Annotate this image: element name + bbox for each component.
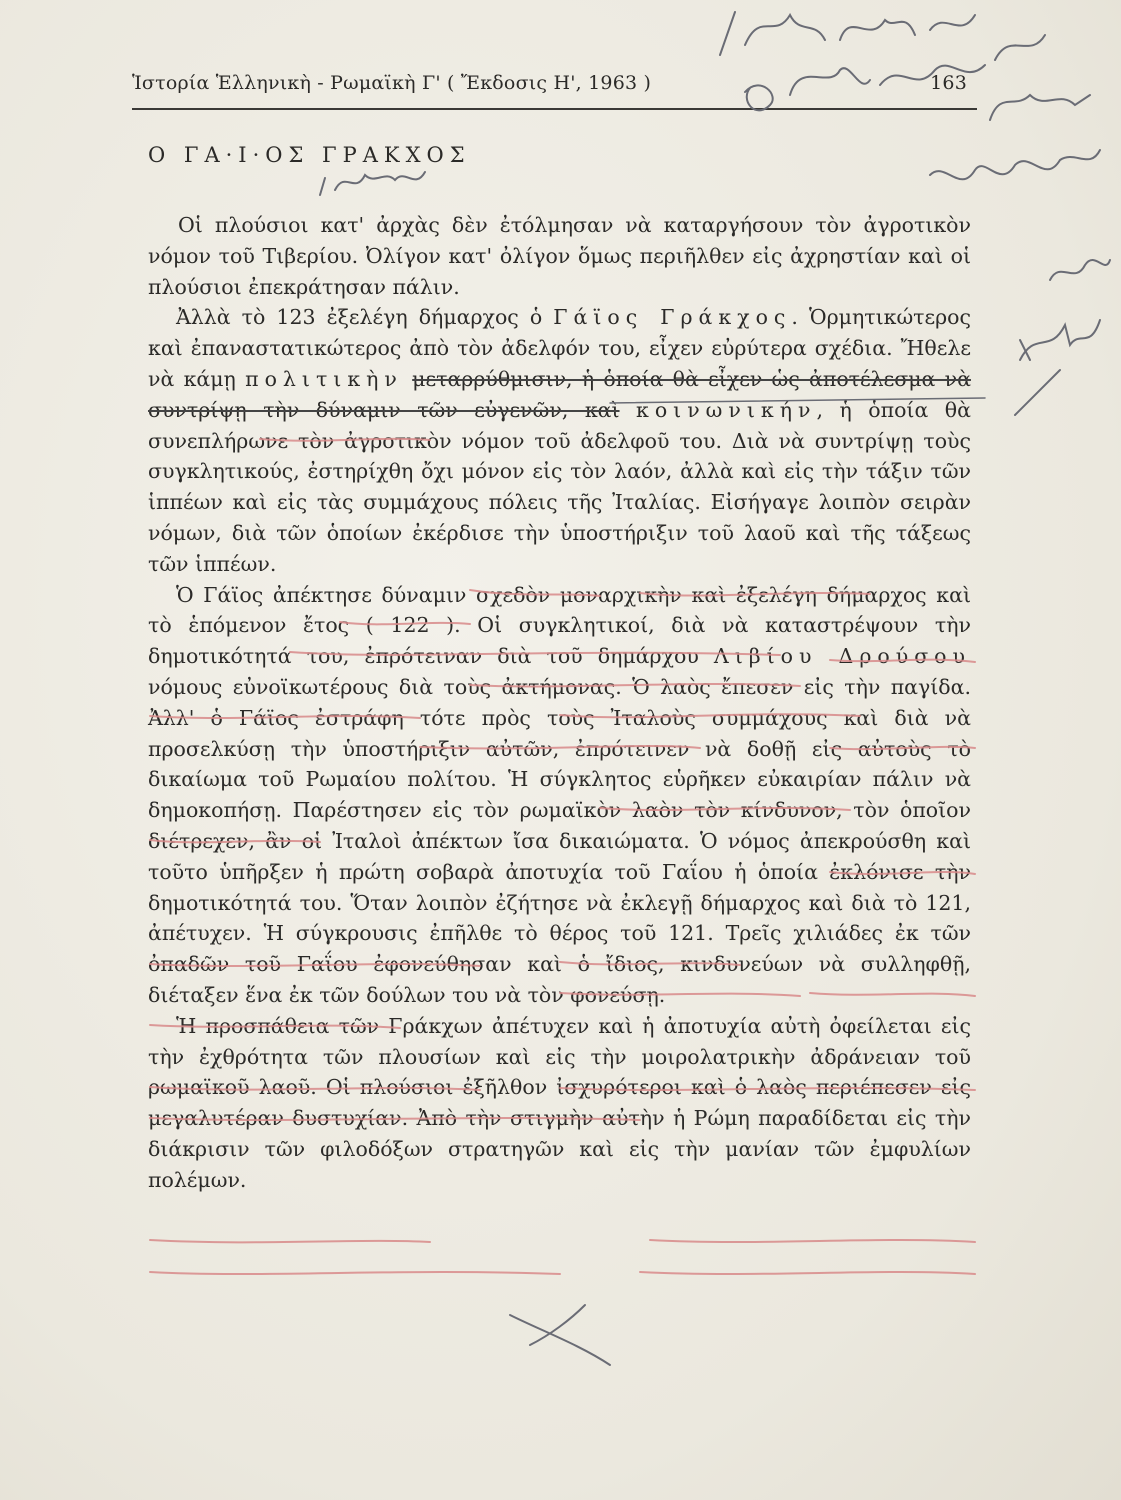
p2-text-d: , ἡ ὁποία θὰ συνεπλήρωνε τὸν ἀγροτικὸν νόμον τοῦ ἀδελφοῦ του. Διὰ νὰ συντρίψῃ τοὺς συγκλητικούς, ἐστηρίχθη ὄχι μόνον εἰς τὸν λαόν, ἀλλὰ καὶ εἰς τὴν τάξιν τῶν ἱππέων καὶ εἰς τὰς συμμάχους πόλεις τῆς Ἰταλίας. Εἰσήγαγε λοιπὸν σειρὰν νόμων, διὰ τῶν ὁποίων ἐκέρδισε τὴν ὑποστήριξιν τοῦ λαοῦ καὶ τῆς τάξεως τῶν ἱππέων. (148, 397, 971, 576)
header-rule (132, 108, 977, 110)
page-number: 163 (930, 72, 967, 94)
paragraph-3 (148, 580, 971, 1011)
p2-text-c: μεταρρύθμισιν, ἡ ὁποία θὰ εἶχεν ὡς ἀποτέλεσμα νὰ συντρίψῃ τὴν δύναμιν τῶν εὐγενῶν, καὶ (148, 366, 971, 422)
p3-text-b: νόμους εὐνοϊκωτέρους διὰ τοὺς ἀκτήμονας. Ὁ λαὸς ἔπεσεν εἰς τὴν παγίδα. Ἀλλ' ὁ Γάϊος ἐστράφη τότε πρὸς τοὺς Ἰταλοὺς συμμάχους καὶ διὰ νὰ προσελκύσῃ τὴν ὑποστήριξιν αὐτῶν, ἐπρότεινεν νὰ δοθῇ εἰς αὐτοὺς τὸ δικαίωμα τοῦ Ρωμαίου πολίτου. Ἡ σύγκλητος εὑρῆκεν εὐκαιρίαν πάλιν νὰ δημοκοπήσῃ. Παρέστησεν εἰς τὸν ρωμαϊκὸν λαὸν τὸν κίνδυνον, τὸν ὁποῖον διέτρεχεν, ἂν οἱ Ἰταλοὶ ἀπέκτων ἴσα δικαιώματα. Ὁ νόμος ἀπεκρούσθη καὶ τοῦτο ὑπῆρξεν ἡ πρώτη σοβαρὰ ἀποτυχία τοῦ Γαΐου ἡ ὁποία ἐκλόνισε τὴν δημοτικότητά του. Ὅταν λοιπὸν ἐζήτησε νὰ ἐκλεγῇ δήμαρχος καὶ διὰ τὸ 121, ἀπέτυχεν. Ἡ σύγκρουσις ἐπῆλθε τὸ θέρος τοῦ 121. Τρεῖς χιλιάδες ἐκ τῶν ὀπαδῶν τοῦ Γαΐου ἐφονεύθησαν καὶ ὁ ἴδιος, κινδυνεύων νὰ συλληφθῇ, διέταξεν ἕνα ἐκ τῶν δούλων του νὰ τὸν φονεύσῃ. (148, 674, 971, 1007)
p3-name: Λιβίου Δρούσου (713, 644, 971, 669)
p1-text: Οἱ πλούσιοι κατ' ἀρχὰς δὲν ἐτόλμησαν νὰ καταργήσουν τὸν ἀγροτικὸν νόμον τοῦ Τιβερίου. Ὀλίγον κατ' ὀλίγον ὅμως περιῆλθεν εἰς ἀχρηστίαν καὶ οἱ πλούσιοι ἐπεκράτησαν πάλιν. (148, 213, 971, 299)
red-underline-16 (150, 1240, 975, 1242)
paragraph-2 (148, 302, 971, 579)
pen-scribble-title (320, 172, 425, 195)
p2-text-b: . Ὁρμητικώτερος καὶ ἐπαναστατικώτερος ἀπὸ τὸν ἀδελφόν του, εἶχεν εὐρύτερα σχέδια. Ἤθελε νὰ κάμῃ (148, 305, 971, 391)
p4-text: Ἡ προσπάθεια τῶν Γράκχων ἀπέτυχεν καὶ ἡ ἀποτυχία αὐτὴ ὀφείλεται εἰς τὴν ἐχθρότητα τῶν πλουσίων καὶ εἰς τὴν μοιρολατρικὴν ἀδράνειαν τοῦ ρωμαϊκοῦ λαοῦ. Οἱ πλούσιοι ἐξῆλθον ἰσχυρότεροι καὶ ὁ λαὸς περιέπεσεν εἰς μεγαλυτέραν δυστυχίαν. Ἀπὸ τὴν στιγμὴν αὐτὴν ἡ Ρώμη παραδίδεται εἰς τὴν διάκρισιν τῶν φιλοδόξων στρατηγῶν καὶ εἰς τὴν μανίαν τῶν ἐμφυλίων πολέμων. (148, 1013, 971, 1192)
body-text (148, 210, 971, 1196)
pen-scribble-right-1 (930, 150, 1100, 179)
red-underline-17 (150, 1272, 975, 1274)
pen-scribble-top-3 (990, 95, 1090, 120)
p3-text-a: Ὁ Γάϊος ἀπέκτησε δύναμιν σχεδὸν μοναρχικὴν καὶ ἐξελέγη δήμαρχος καὶ τὸ ἑπόμενον ἔτος ( 122 ). Οἱ συγκλητικοί, διὰ νὰ καταστρέψουν τὴν δημοτικότητά του, ἐπρότειναν διὰ τοῦ δημάρχου (148, 582, 971, 669)
running-header (132, 72, 977, 94)
running-title: Ἱστορία Ἑλληνικὴ - Ρωμαϊκὴ Γ' ( Ἔκδοσις Η', 1963 ) (132, 72, 652, 94)
p2-koinoniki: κοινωνικήν (636, 397, 817, 422)
paragraph-1 (148, 210, 971, 302)
p2-name: Γάϊος Γράκχος (553, 305, 792, 330)
pen-scribble-right-2 (1050, 260, 1110, 280)
pen-mark-right-4 (1015, 340, 1060, 415)
pen-scribble-top-1 (720, 12, 975, 55)
pen-mark-right-3 (1020, 320, 1100, 360)
chapter-title: Ο ΓΑ·Ι·ΟΣ ΓΡΑΚΧΟΣ (148, 143, 471, 167)
p2-politikin: πολιτικὴν (245, 366, 403, 391)
p2-text-a: Ἀλλὰ τὸ 123 ἐξελέγη δήμαρχος ὁ (176, 305, 543, 330)
paragraph-4 (148, 1011, 971, 1196)
pen-end-mark (510, 1305, 610, 1365)
